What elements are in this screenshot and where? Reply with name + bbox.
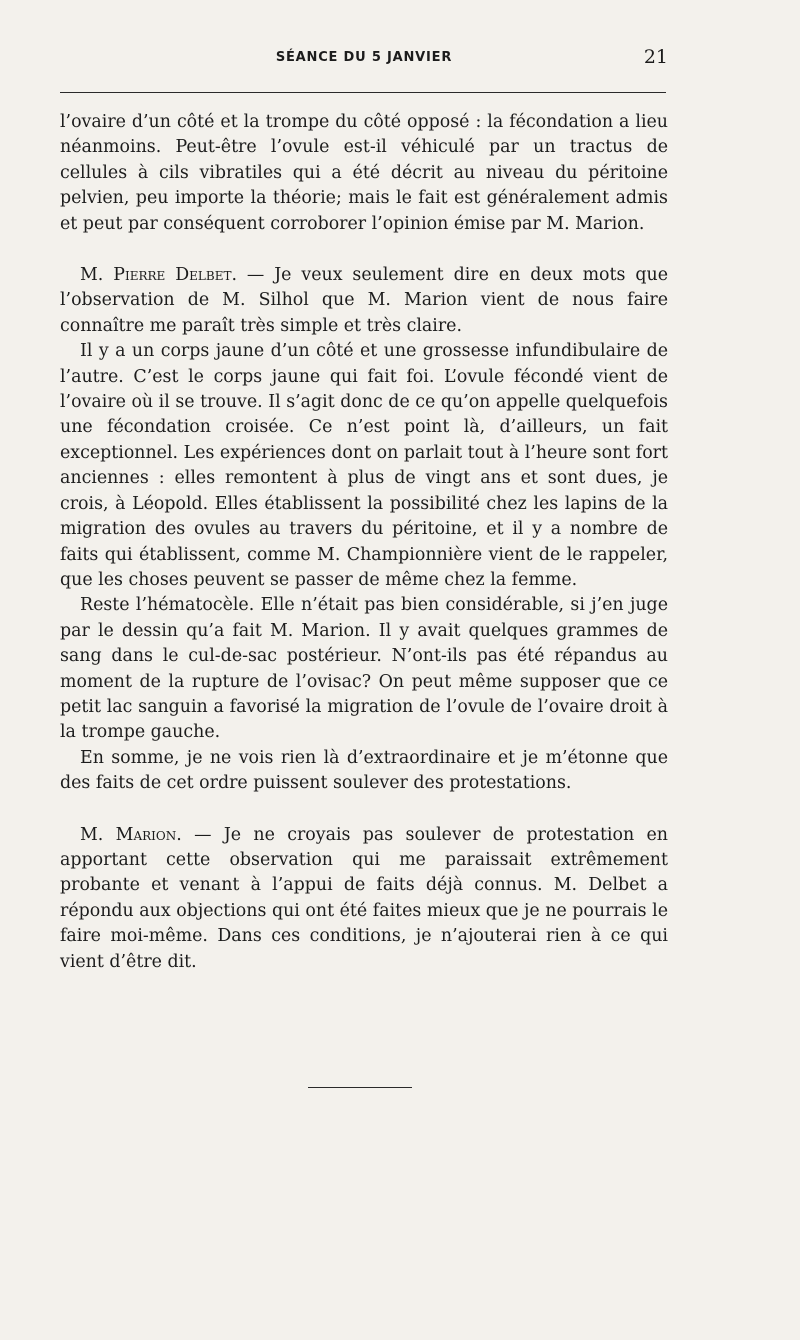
end-rule bbox=[308, 1087, 412, 1088]
body-text bbox=[60, 110, 668, 975]
paragraph-2 bbox=[60, 263, 668, 339]
paragraph-6 bbox=[60, 823, 668, 975]
header-rule bbox=[60, 92, 666, 93]
paragraph-1: l’ovaire d’un côté et la trompe du côté opposé : la fécondation a lieu néanmoins. Peut-être l’ovule est-il véhiculé par un tractus de cellules à cils vibratiles qui a été décrit au niveau du péritoine pelvien, peu importe la théorie; mais le fait est généralement admis et peut par conséquent corroborer l’opinion émise par M. Marion. bbox=[60, 112, 668, 234]
speaker-delbet: M. Pierre Delbet. bbox=[80, 265, 237, 286]
paragraph-2-text: — Je veux seulement dire en deux mots que l’observation de M. Silhol que M. Marion vient de nous faire connaître me paraît très simple et très claire. bbox=[60, 265, 668, 336]
page-header bbox=[60, 46, 668, 74]
paragraph-5: En somme, je ne vois rien là d’extraordinaire et je m’étonne que des faits de cet ordre puissent soulever des protestations. bbox=[60, 747, 668, 794]
paragraph-6-text: — Je ne croyais pas soulever de protestation en apportant cette observation qui me paraissait extrêmement probante et venant à l’appui de faits déjà connus. M. Delbet a répondu aux objections qui ont été faites mieux que je ne pourrais le faire moi-même. Dans ces conditions, je n’ajouterai rien à ce qui vient d’être dit. bbox=[60, 824, 668, 972]
page-number: 21 bbox=[643, 46, 668, 68]
running-title: SÉANCE DU 5 JANVIER bbox=[275, 50, 453, 65]
paragraph-4: Reste l’hématocèle. Elle n’était pas bien considérable, si j’en juge par le dessin qu’a fait M. Marion. Il y avait quelques grammes de sang dans le cul-de-sac postérieur. N’ont-ils pas été répandus au moment de la rupture de l’ovisac? On peut même supposer que ce petit lac sanguin a favorisé la migration de l’ovule de l’ovaire droit à la trompe gauche. bbox=[60, 595, 668, 743]
paragraph-3: Il y a un corps jaune d’un côté et une grossesse infundibulaire de l’autre. C’est le corps jaune qui fait foi. L’ovule fécondé vient de l’ovaire où il se trouve. Il s’agit donc de ce qu’on appelle quelquefois une fécondation croisée. Ce n’est point là, d’ailleurs, un fait exceptionnel. Les expériences dont on parlait tout à l’heure sont fort anciennes : elles remontent à plus de vingt ans et sont dues, je crois, à Léopold. Elles établissent la possibilité chez les lapins de la migration des ovules au travers du péritoine, et il y a nombre de faits qui établissent, comme M. Championnière vient de le rappeler, que les choses peuvent se passer de même chez la femme. bbox=[60, 341, 668, 590]
speaker-marion: M. Marion. bbox=[80, 824, 182, 845]
